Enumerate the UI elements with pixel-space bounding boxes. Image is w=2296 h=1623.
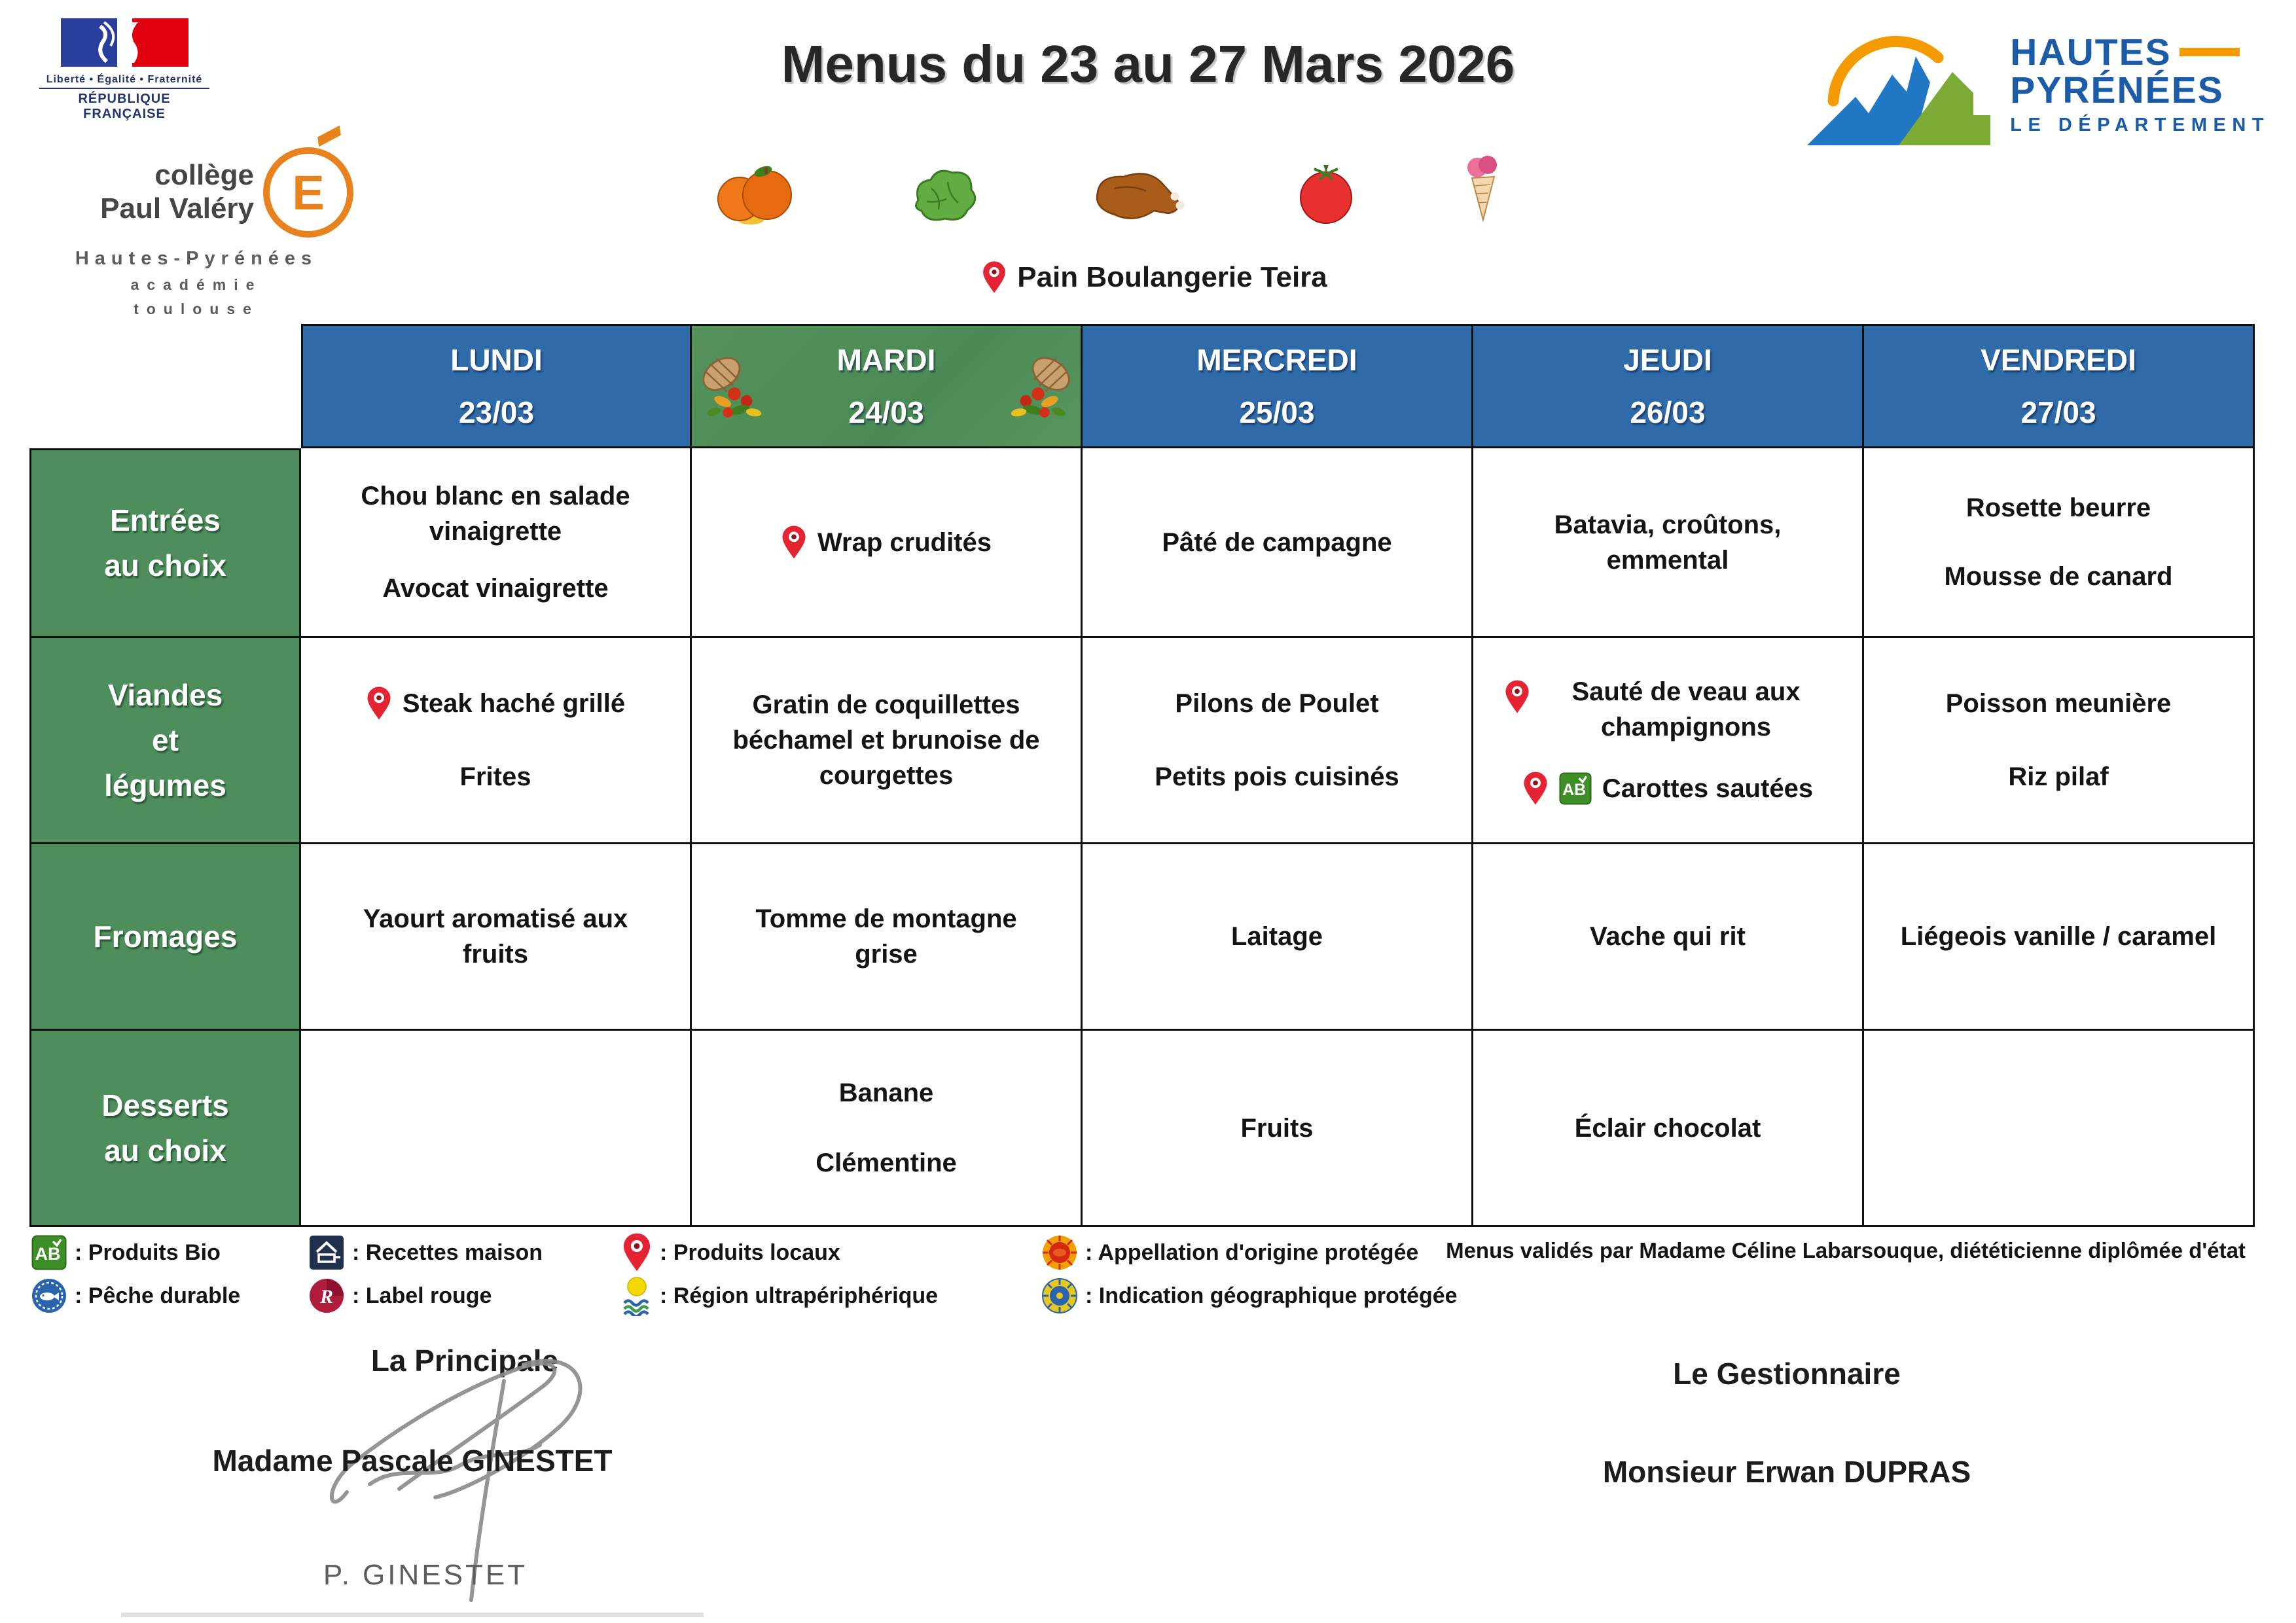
menu-item: Petits pois cuisinés <box>1155 762 1399 792</box>
menu-item: Banane <box>838 1078 934 1107</box>
menu-table <box>29 324 2255 1227</box>
produits-locaux-icon <box>1522 771 1549 806</box>
produits-locaux-icon <box>982 260 1007 294</box>
manager-role: Le Gestionnaire <box>1673 1357 1901 1391</box>
clementines-icon <box>713 162 802 225</box>
day-header-mercredi: MERCREDI 25/03 <box>1083 324 1473 448</box>
day-header-jeudi: JEUDI 26/03 <box>1473 324 1864 448</box>
page-title: Menus du 23 au 27 Mars 2026 <box>781 35 1515 93</box>
menu-item: Fruits <box>1240 1113 1314 1143</box>
dept-subtitle: LE DÉPARTEMENT <box>2010 114 2270 135</box>
menu-item: Liégeois vanille / caramel <box>1900 922 2217 951</box>
cell-entrees-mercredi <box>1083 448 1473 638</box>
principal-name: Madame Pascale GINESTET <box>212 1444 613 1478</box>
cell-fromages-vendredi <box>1864 844 2255 1031</box>
validation-note: Menus validés par Madame Céline Labarsouque, diététicienne diplômée d'état <box>1446 1238 2246 1262</box>
legend-region-ultraperipherique: : Région ultrapériphérique <box>622 1275 1042 1316</box>
cell-fromages-jeudi <box>1473 844 1864 1031</box>
menu-item: Clémentine <box>816 1149 957 1178</box>
legend-label-rouge: R : Label rouge <box>309 1278 622 1313</box>
produits-bio-icon <box>31 1235 67 1270</box>
manager-name: Monsieur Erwan DUPRAS <box>1602 1455 1971 1489</box>
label-rouge-icon <box>309 1278 344 1313</box>
menu-item: Sauté de veau aux champignons <box>1504 674 1832 745</box>
cell-entrees-mardi <box>692 448 1083 638</box>
cell-desserts-mercredi <box>1083 1031 1473 1227</box>
menu-item: Laitage <box>1230 922 1323 951</box>
row-label-desserts: Desserts au choix <box>29 1031 301 1227</box>
row-label-entrees: Entrées au choix <box>29 448 301 638</box>
legend-aop: : Appellation d'origine protégée <box>1042 1235 1552 1270</box>
bakery-note <box>919 260 1390 294</box>
roast-chicken-icon <box>1088 162 1188 225</box>
academie-e-logo-icon: E <box>263 147 353 238</box>
cell-viandes-mercredi <box>1083 638 1473 844</box>
svg-text:R: R <box>319 1286 334 1308</box>
principal-role: La Principale <box>370 1344 559 1378</box>
dept-name-line1: HAUTES <box>2010 31 2172 73</box>
aop-icon <box>1042 1235 1077 1270</box>
menu-item: Mousse de canard <box>1944 562 2173 591</box>
dept-name-line2: PYRÉNÉES <box>2010 69 2224 111</box>
cell-fromages-mardi <box>692 844 1083 1031</box>
vegetable-basket-icon <box>694 351 772 421</box>
republique-motto: Liberté • Égalité • Fraternité <box>39 74 209 89</box>
recettes-maison-icon <box>309 1235 344 1270</box>
cell-desserts-mardi <box>692 1031 1083 1227</box>
table-corner <box>29 324 301 448</box>
menu-item: Steak haché grillé <box>366 686 625 721</box>
cell-entrees-lundi <box>301 448 692 638</box>
republique-name: RÉPUBLIQUE FRANÇAISE <box>78 92 171 121</box>
menu-item: Vache qui rit <box>1590 922 1746 951</box>
cell-viandes-jeudi <box>1473 638 1864 844</box>
cell-fromages-mercredi <box>1083 844 1473 1031</box>
menu-item: Frites <box>459 762 531 792</box>
scan-artifact <box>121 1613 704 1617</box>
college-line1: collège <box>154 159 254 192</box>
menu-item: Pilons de Poulet <box>1175 688 1379 718</box>
menu-item: Yaourt aromatisé aux fruits <box>363 904 628 969</box>
menu-item: Éclair chocolat <box>1574 1113 1761 1143</box>
college-academy: académie <box>130 276 262 293</box>
cell-entrees-vendredi <box>1864 448 2255 638</box>
menu-item: Pâté de campagne <box>1162 527 1392 557</box>
peche-durable-icon <box>31 1278 67 1313</box>
menu-item: Carottes sautées <box>1522 771 1813 806</box>
cell-entrees-jeudi <box>1473 448 1864 638</box>
menu-item: Wrap crudités <box>781 525 992 560</box>
menu-item: Avocat vinaigrette <box>382 573 609 603</box>
orange-dash <box>2179 48 2240 56</box>
menu-item: Chou blanc en salade vinaigrette <box>361 482 630 546</box>
cell-desserts-jeudi <box>1473 1031 1864 1227</box>
menu-item: Batavia, croûtons, emmental <box>1554 510 1782 575</box>
menu-item: Poisson meunière <box>1945 688 2172 718</box>
mountains-icon <box>1802 17 1998 151</box>
departement-logo <box>1802 17 2270 151</box>
legend-recettes-maison: : Recettes maison <box>309 1235 622 1270</box>
food-icons-row <box>713 152 1502 225</box>
produits-locaux-icon <box>781 525 807 560</box>
produits-locaux-icon <box>1504 679 1530 715</box>
college-line2: Paul Valéry <box>100 192 254 224</box>
college-region: Hautes-Pyrénées <box>75 248 318 269</box>
cell-fromages-lundi <box>301 844 692 1031</box>
principal-stamp: P. GINESTET <box>323 1559 528 1591</box>
day-header-lundi: LUNDI 23/03 <box>301 324 692 448</box>
produits-locaux-icon <box>622 1232 652 1273</box>
cell-viandes-lundi <box>301 638 692 844</box>
lettuce-icon <box>908 162 982 225</box>
tomato-icon <box>1295 162 1357 225</box>
bakery-note-text: Pain Boulangerie Teira <box>1017 261 1327 293</box>
menu-item: Tomme de montagne grise <box>755 904 1017 969</box>
legend-produits-locaux: : Produits locaux <box>622 1232 1042 1273</box>
legend <box>31 1232 1552 1317</box>
college-city: toulouse <box>134 300 259 317</box>
legend-produits-bio: : Produits Bio <box>31 1235 309 1270</box>
college-logo-block <box>39 147 353 318</box>
vegetable-basket-icon <box>1001 351 1078 421</box>
cell-viandes-mardi <box>692 638 1083 844</box>
cell-viandes-vendredi <box>1864 638 2255 844</box>
legend-peche-durable: : Pêche durable <box>31 1278 309 1313</box>
day-header-vendredi: VENDREDI 27/03 <box>1864 324 2255 448</box>
cell-desserts-vendredi <box>1864 1031 2255 1227</box>
region-ultraperipherique-icon <box>622 1275 652 1316</box>
ice-cream-icon <box>1464 152 1502 225</box>
menu-item: Riz pilaf <box>2008 762 2109 792</box>
menu-item: Rosette beurre <box>1965 493 2151 523</box>
produits-locaux-icon <box>366 686 392 721</box>
produits-bio-icon <box>1559 772 1592 805</box>
row-label-fromages: Fromages <box>29 844 301 1031</box>
row-label-viandes: Viandes et légumes <box>29 638 301 844</box>
cell-desserts-lundi <box>301 1031 692 1227</box>
igp-icon <box>1042 1278 1077 1313</box>
legend-igp: : Indication géographique protégée <box>1042 1278 1552 1313</box>
e-accent-mark <box>317 126 341 147</box>
day-header-mardi: MARDI 24/03 <box>692 324 1083 448</box>
menu-item: Gratin de coquillettes béchamel et brunoise de courgettes <box>732 690 1040 790</box>
